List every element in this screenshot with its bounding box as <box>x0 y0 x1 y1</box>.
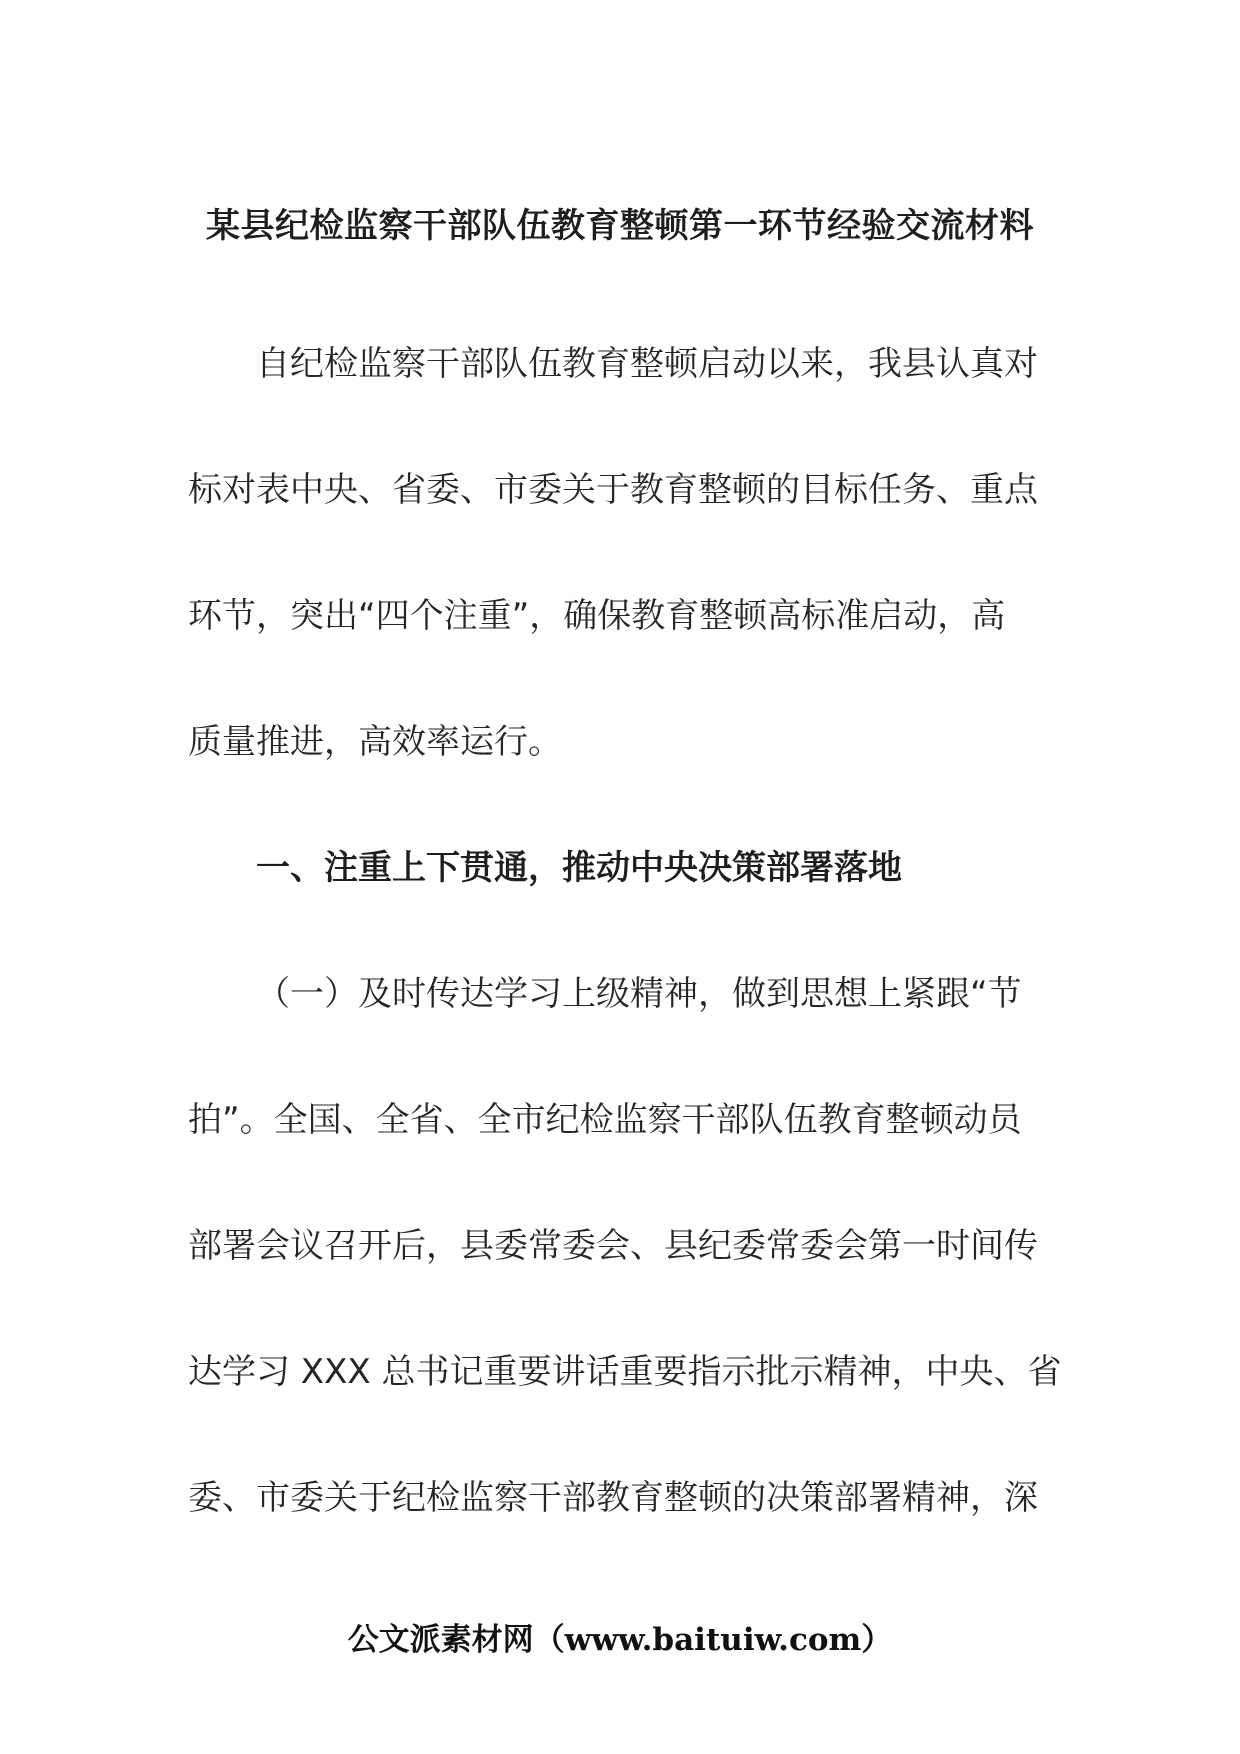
intro-line-1: 自纪检监察干部队伍教育整顿启动以来，我县认真对 <box>256 344 1038 384</box>
intro-line-2: 标对表中央、省委、市委关于教育整顿的目标任务、重点 <box>188 470 1038 510</box>
intro-line-4: 质量推进，高效率运行。 <box>188 722 562 762</box>
intro-line-3: 环节，突出“四个注重”，确保教育整顿高标准启动，高 <box>188 596 1006 636</box>
watermark-footer: 公文派素材网（www.baituiw.com） <box>347 1622 893 1658</box>
section-line-5: 委、市委关于纪检监察干部教育整顿的决策部署精神，深 <box>188 1478 1038 1518</box>
section-heading: 一、注重上下贯通，推动中央决策部署落地 <box>256 848 902 888</box>
section-line-1: （一）及时传达学习上级精神，做到思想上紧跟“节 <box>256 974 1022 1014</box>
section-line-2: 拍”。全国、全省、全市纪检监察干部队伍教育整顿动员 <box>188 1100 1022 1140</box>
section-line-4: 达学习 XXX 总书记重要讲话重要指示批示精神，中央、省 <box>188 1352 1062 1392</box>
section-line-3: 部署会议召开后，县委常委会、县纪委常委会第一时间传 <box>188 1226 1038 1266</box>
document-title: 某县纪检监察干部队伍教育整顿第一环节经验交流材料 <box>206 206 1034 246</box>
